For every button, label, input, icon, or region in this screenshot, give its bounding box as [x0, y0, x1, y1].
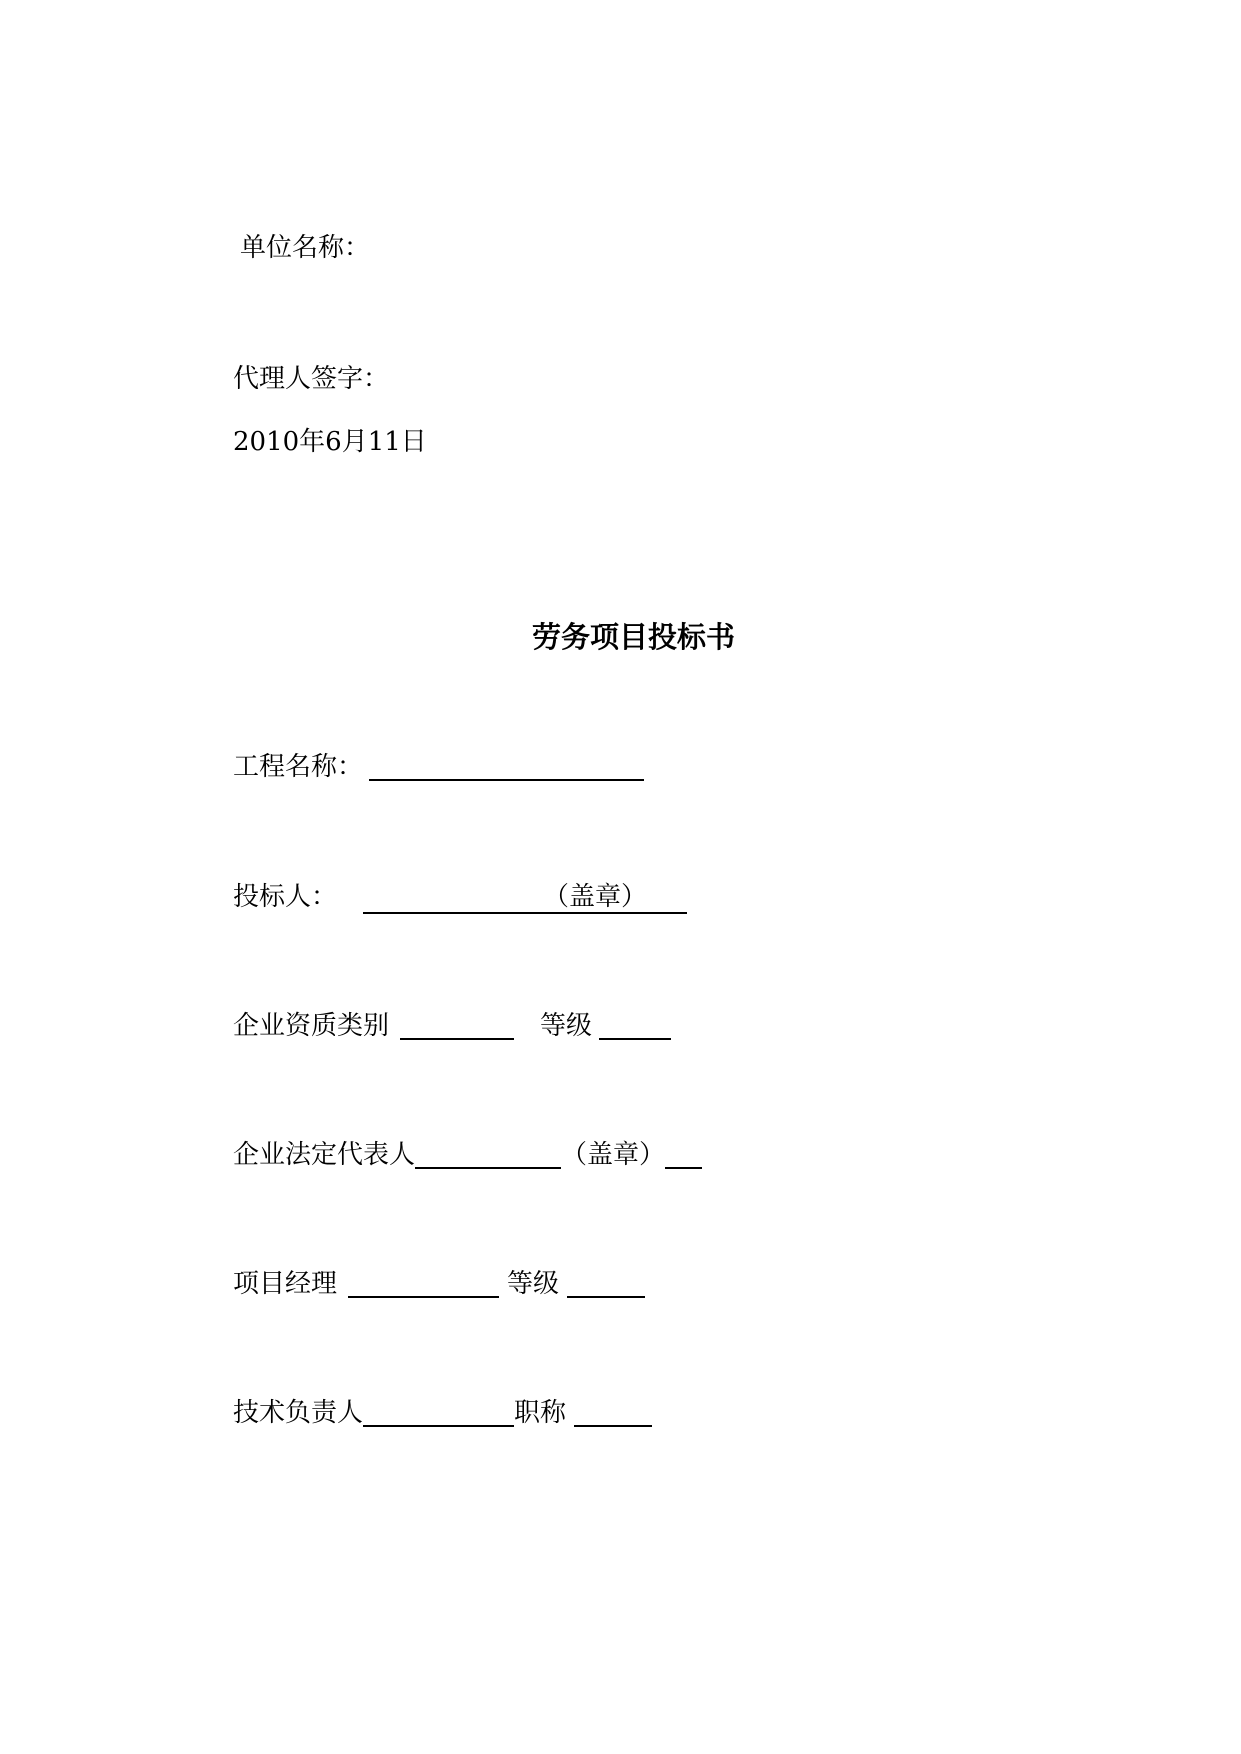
bidder-label: 投标人：: [233, 882, 338, 912]
project-manager-row: [233, 1269, 645, 1299]
legal-rep-seal-text: （盖章）: [561, 1140, 666, 1170]
legal-rep-seal-blank[interactable]: [665, 1145, 702, 1169]
project-manager-grade-label: 等级: [507, 1269, 560, 1299]
project-manager-blank[interactable]: [348, 1274, 499, 1298]
bidder-row: [233, 882, 687, 914]
project-manager-grade-blank[interactable]: [567, 1274, 645, 1298]
bidder-blank[interactable]: [363, 882, 687, 914]
document-title: 劳务项目投标书: [532, 620, 736, 654]
project-name-label: 工程名称：: [233, 752, 364, 782]
tech-lead-title-label: 职称: [514, 1398, 567, 1428]
legal-rep-row: [233, 1140, 702, 1170]
tech-lead-title-blank[interactable]: [574, 1403, 652, 1427]
unit-name-label: 单位名称：: [240, 233, 371, 263]
project-manager-label: 项目经理: [233, 1269, 338, 1299]
tech-lead-label: 技术负责人: [233, 1398, 364, 1428]
date-text: 2010年6月11日: [233, 427, 427, 457]
qualification-grade-blank[interactable]: [599, 1016, 671, 1040]
project-name-row: [233, 752, 644, 782]
legal-rep-blank[interactable]: [415, 1145, 561, 1169]
qualification-label: 企业资质类别: [233, 1011, 390, 1041]
agent-signature-label: 代理人签字：: [233, 364, 390, 394]
qualification-blank[interactable]: [400, 1016, 514, 1040]
project-name-blank[interactable]: [369, 757, 644, 781]
tech-lead-blank[interactable]: [363, 1403, 514, 1427]
bidder-seal-text: （盖章）: [543, 882, 648, 912]
qualification-row: [233, 1011, 671, 1041]
tech-lead-row: [233, 1398, 652, 1428]
qualification-grade-label: 等级: [540, 1011, 593, 1041]
legal-rep-label: 企业法定代表人: [233, 1140, 416, 1170]
